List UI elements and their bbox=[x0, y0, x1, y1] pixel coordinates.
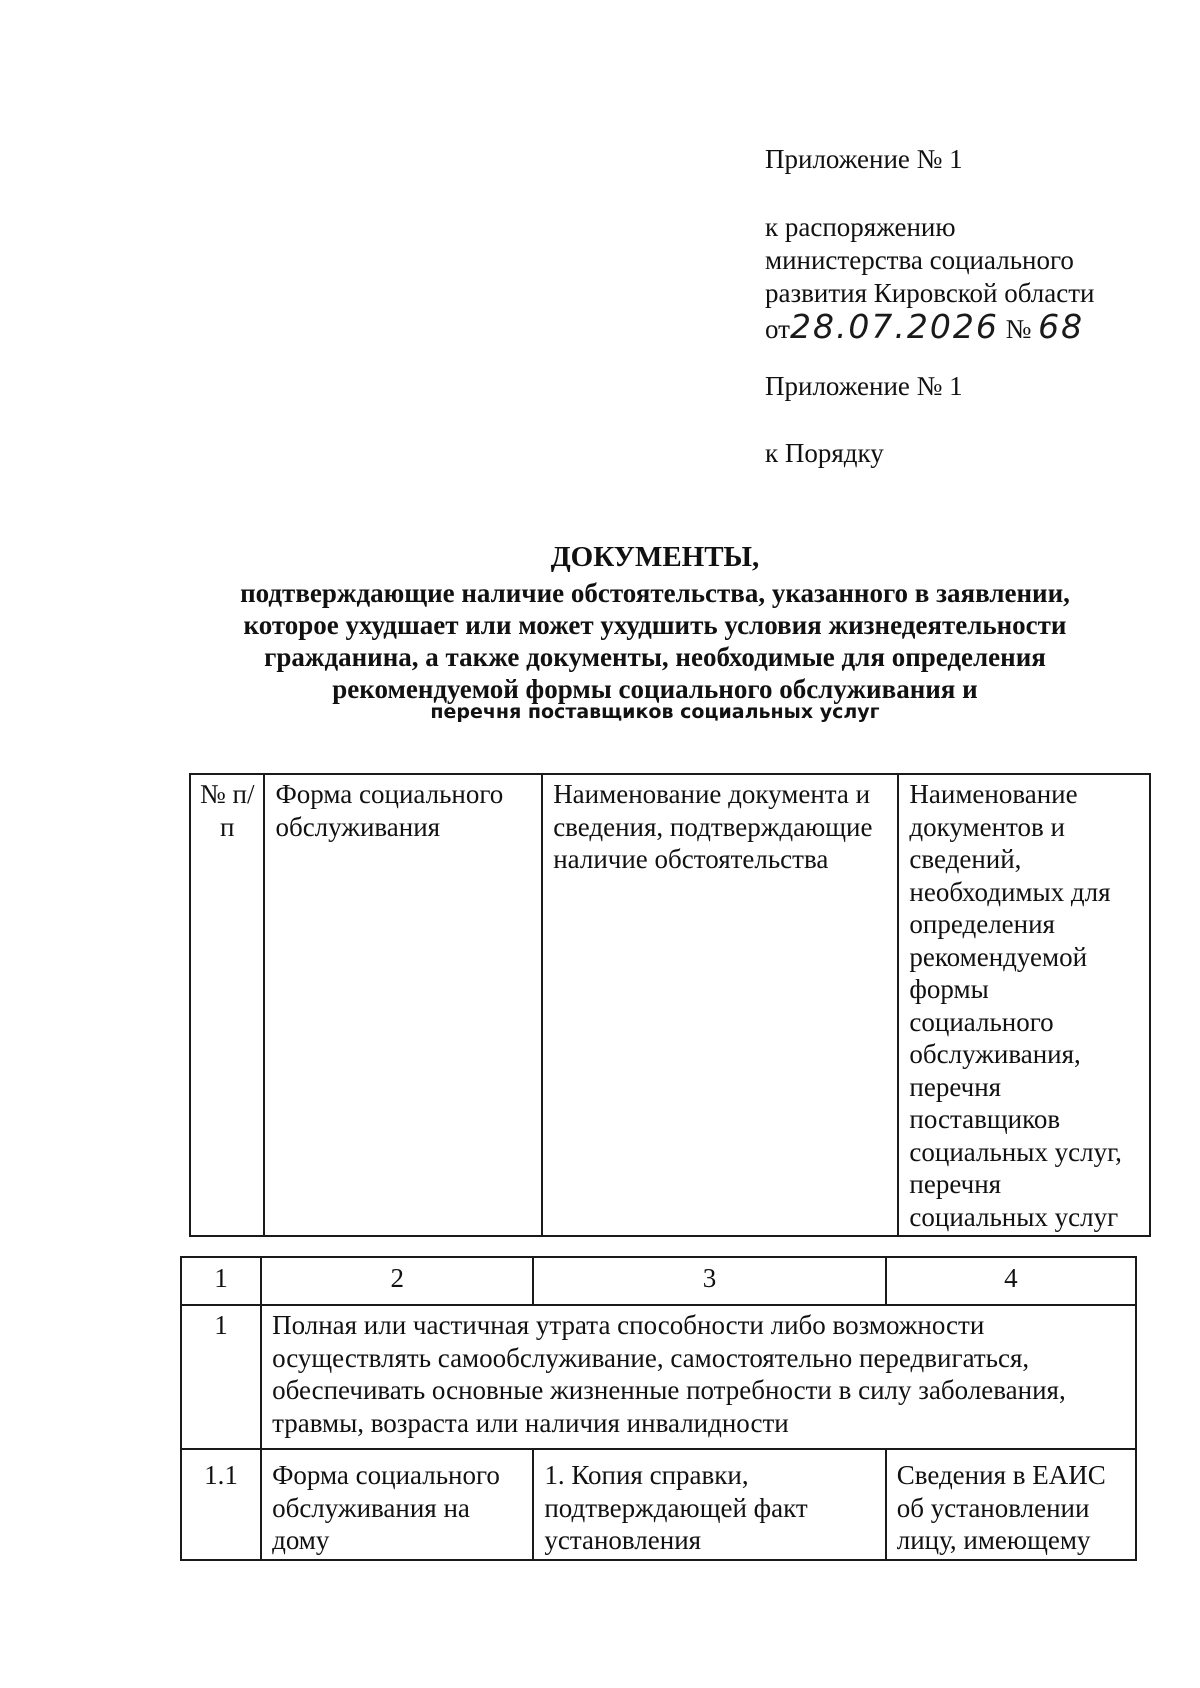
date-prefix: от bbox=[765, 314, 790, 344]
table-row-section-1 bbox=[181, 1305, 1136, 1449]
header-cell-info: Наименование документов и сведений, необходимых для определения рекомендуемой формы социального обслуживания, перечня поставщиков социальных услуг, перечня социальных услуг bbox=[898, 774, 1150, 1236]
row-form: Форма социального обслуживания на дому bbox=[261, 1449, 533, 1560]
header-table bbox=[189, 773, 1151, 1237]
header-cell-number: № п/п bbox=[190, 774, 264, 1236]
decree-date-line bbox=[765, 307, 1095, 346]
header-cell-form: Форма социального обслуживания bbox=[264, 774, 542, 1236]
row-info: Сведения в ЕАИС об установлении лицу, имеющему bbox=[886, 1449, 1136, 1560]
table-row-1-1 bbox=[181, 1449, 1136, 1560]
decree-line: министерства социального bbox=[765, 245, 1074, 275]
column-number: 4 bbox=[886, 1257, 1136, 1305]
row-documents: 1. Копия справки, подтверждающей факт установления bbox=[533, 1449, 885, 1560]
body-table bbox=[180, 1256, 1137, 1561]
header-row bbox=[190, 774, 1150, 1236]
subtitle-line: подтверждающие наличие обстоятельства, указанного в заявлении, bbox=[240, 578, 1070, 608]
row-number: 1.1 bbox=[181, 1449, 261, 1560]
subtitle-last-line: перечня поставщиков социальных услуг bbox=[430, 701, 880, 723]
column-number: 2 bbox=[261, 1257, 533, 1305]
to-order-label: к Порядку bbox=[765, 438, 884, 468]
column-number-row bbox=[181, 1257, 1136, 1305]
subtitle-line: которое ухудшает или может ухудшить условия жизнедеятельности bbox=[243, 610, 1067, 640]
subtitle-line: рекомендуемой формы социального обслуживания и bbox=[332, 674, 978, 704]
column-number: 3 bbox=[533, 1257, 885, 1305]
appendix-label: Приложение № 1 bbox=[765, 144, 963, 174]
decree-line: к распоряжению bbox=[765, 212, 956, 242]
header-cell-documents: Наименование документа и сведения, подтверждающие наличие обстоятельства bbox=[542, 774, 898, 1236]
section-number: 1 bbox=[181, 1305, 261, 1449]
subtitle-line: гражданина, а также документы, необходимые для определения bbox=[264, 642, 1046, 672]
handwritten-date: 28.07.2026 bbox=[789, 307, 999, 346]
document-title: ДОКУМЕНТЫ, bbox=[550, 541, 760, 573]
appendix-label-2: Приложение № 1 bbox=[765, 371, 963, 401]
column-number: 1 bbox=[181, 1257, 261, 1305]
decree-reference bbox=[765, 211, 1095, 346]
decree-line: развития Кировской области bbox=[765, 278, 1095, 308]
document-subtitle bbox=[0, 577, 1200, 705]
number-sign: № bbox=[1005, 314, 1032, 344]
section-text: Полная или частичная утрата способности либо возможности осуществлять самообслуживание, самостоятельно передвигаться, обеспечивать основные жизненные потребности в силу заболевания, травмы, возраста или наличия инвалидности bbox=[261, 1305, 1136, 1449]
handwritten-number: 68 bbox=[1038, 307, 1085, 346]
